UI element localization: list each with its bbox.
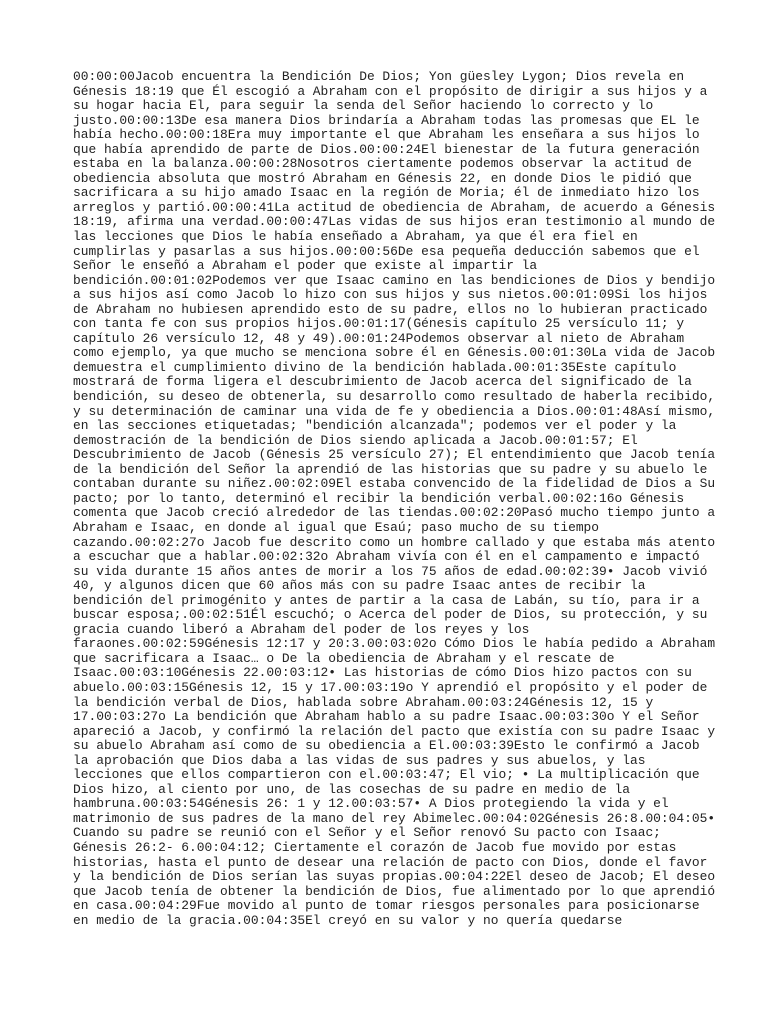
text-line: estaba en la balanza.00:00:28Nosotros ciertamente podemos observar la actitud de — [73, 156, 692, 172]
text-line: bendición.00:01:02Podemos ver que Isaac camino en las bendiciones de Dios y bendijo — [73, 272, 716, 288]
text-line: Abraham e Isaac, en donde al igual que Esaú; paso mucho de su tiempo — [73, 519, 600, 535]
text-line: 18:19, afirma una verdad.00:00:47Las vidas de sus hijos eran testimonio al mundo de — [73, 214, 716, 230]
text-line: en medio de la gracia.00:04:35El creyó en su valor y no quería quedarse — [73, 912, 623, 928]
text-line: como ejemplo, ya que mucho se menciona sobre él en Génesis.00:01:30La vida de Jacob — [73, 345, 716, 361]
text-line: mostrará de forma ligera el descubrimiento de Jacob acerca del significado de la — [73, 374, 692, 390]
text-line: contaban durante su niñez.00:02:09El estaba convencido de la fidelidad de Dios a Su — [73, 476, 716, 492]
text-line: Dios hizo, al ciento por uno, de las cosechas de su padre en medio de la — [73, 781, 630, 797]
text-line: que Jacob tenía de obtener la bendición de Dios, fue alimentado por lo que aprendió — [73, 883, 716, 899]
text-line: su vida durante 15 años antes de morir a los 75 años de edad.00:02:39• Jacob vivió — [73, 563, 708, 579]
text-line: a sus hijos así como Jacob lo hizo con sus hijos y sus nietos.00:01:09Si los hijos — [73, 287, 708, 303]
text-line: 40, y algunos dicen que 60 años más con su padre Isaac antes de recibir la — [73, 578, 646, 594]
text-line: a escuchar que a hablar.00:02:32o Abraham vivía con él en el campamento e impactó — [73, 549, 700, 565]
text-line: en las secciones etiquetadas; "bendición alcanzada"; podemos ver el poder y la — [73, 418, 677, 434]
text-line: arreglos y partió.00:00:41La actitud de obediencia de Abraham, de acuerdo a Génesis — [73, 199, 716, 215]
text-line: su abuelo Abraham así como de su obediencia a El.00:03:39Esto le confirmó a Jacob — [73, 738, 700, 754]
text-line: capítulo 26 versículo 12, 48 y 49).00:01:24Podemos observar al nieto de Abraham — [73, 330, 685, 346]
text-line: y la bendición de Dios serían las suyas propias.00:04:22El deseo de Jacob; El deseo — [73, 869, 716, 885]
text-line: Cuando su padre se reunió con el Señor y el Señor renovó Su pacto con Isaac; — [73, 825, 661, 841]
text-line: con tanta fe con sus propios hijos.00:01:17(Génesis capítulo 25 versículo 11; y — [73, 316, 685, 332]
text-line: matrimonio de sus padres de la mano del rey Abimelec.00:04:02Génesis 26:8.00:04:05• — [73, 810, 716, 826]
text-line: Génesis 18:19 que Él escogió a Abraham con el propósito de dirigir a sus hijos y a — [73, 83, 708, 99]
text-line: su hogar hacia El, para seguir la senda del Señor haciendo lo correcto y lo — [73, 98, 654, 114]
text-line: cumplirlas y pasarlas a sus hijos.00:00:56De esa pequeña deducción sabemos que el — [73, 243, 700, 259]
text-line: justo.00:00:13De esa manera Dios brindaría a Abraham todas las promesas que EL le — [73, 112, 700, 128]
text-line: demostración de la bendición de Dios siendo aplicada a Jacob.00:01:57; El — [73, 432, 638, 448]
text-line: y su determinación de caminar una vida de fe y obediencia a Dios.00:01:48Así mismo, — [73, 403, 716, 419]
text-line: bendición del primogénito y antes de partir a la casa de Labán, su tío, para ir a — [73, 592, 700, 608]
text-line: comenta que Jacob creció alrededor de las tiendas.00:02:20Pasó mucho tiempo junto a — [73, 505, 716, 521]
text-line: demuestra el cumplimiento divino de la bendición hablada.00:01:35Este capítulo — [73, 359, 677, 375]
text-line: Isaac.00:03:10Génesis 22.00:03:12• Las historias de cómo Dios hizo pactos con su — [73, 665, 692, 681]
text-line: bendición, su deseo de obtenerla, su desarrollo como resultado de haberla recibido, — [73, 389, 716, 405]
text-line: 17.00:03:27o La bendición que Abraham hablo a su padre Isaac.00:03:30o Y el Señor — [73, 709, 700, 725]
text-line: hambruna.00:03:54Génesis 26: 1 y 12.00:03:57• A Dios protegiendo la vida y el — [73, 796, 669, 812]
text-line: de Abraham no hubiesen aprendido esto de su padre, ellos no lo hubieran practicado — [73, 301, 708, 317]
text-line: buscar esposa;.00:02:51Él escuchó; o Acerca del poder de Dios, su protección, y su — [73, 607, 708, 623]
text-line: la bendición verbal de Dios, hablada sobre Abraham.00:03:24Génesis 12, 15 y — [73, 694, 654, 710]
text-line: gracia cuando liberó a Abraham del poder de los reyes y los — [73, 621, 530, 637]
text-line: Señor le enseñó a Abraham el poder que existe al impartir la — [73, 258, 538, 274]
text-line: la aprobación que Dios daba a las vidas de sus padres y sus abuelos, y las — [73, 752, 646, 768]
text-line: había hecho.00:00:18Era muy importante el que Abraham les enseñara a sus hijos lo — [73, 127, 700, 143]
text-line: de la bendición del Señor la aprendió de las historias que su padre y su abuelo le — [73, 461, 708, 477]
text-line: las lecciones que Dios le había enseñado a Abraham, ya que él era fiel en — [73, 229, 638, 245]
text-line: cazando.00:02:27o Jacob fue descrito como un hombre callado y que estaba más atento — [73, 534, 716, 550]
text-line: que había aprendido de parte de Dios.00:00:24El bienestar de la futura generación — [73, 141, 700, 157]
text-line: en casa.00:04:29Fue movido al punto de tomar riesgos personales para posicionarse — [73, 898, 700, 914]
text-line: pacto; por lo tanto, determinó el recibir la bendición verbal.00:02:16o Génesis — [73, 490, 685, 506]
text-line: 00:00:00Jacob encuentra la Bendición De Dios; Yon güesley Lygon; Dios revela en — [73, 69, 685, 84]
text-line: faraones.00:02:59Génesis 12:17 y 20:3.00:03:02o Cómo Dios le había pedido a Abraham — [73, 636, 716, 652]
text-line: Descubrimiento de Jacob (Génesis 25 versículo 27); El entendimiento que Jacob tenía — [73, 447, 716, 463]
text-line: abuelo.00:03:15Génesis 12, 15 y 17.00:03:19o Y aprendió el propósito y el poder de — [73, 679, 708, 695]
text-line: obediencia absoluta que mostró Abraham en Génesis 22, en donde Dios le pidió que — [73, 170, 692, 186]
transcript-text — [73, 69, 716, 928]
text-line: sacrificara a su hijo amado Isaac en la región de Moria; él de inmediato hizo los — [73, 185, 700, 201]
text-line: historias, hasta el punto de desear una relación de pacto con Dios, donde el favor — [73, 854, 708, 870]
text-line: Génesis 26:2- 6.00:04:12; Ciertamente el corazón de Jacob fue movido por estas — [73, 839, 677, 855]
text-line: lecciones que ellos compartieron con el.00:03:47; El vio; • La multiplicación que — [73, 767, 700, 783]
text-line: que sacrificara a Isaac… o De la obediencia de Abraham y el rescate de — [73, 650, 615, 666]
text-line: apareció a Jacob, y confirmó la relación del pacto que existía con su padre Isaac y — [73, 723, 716, 739]
